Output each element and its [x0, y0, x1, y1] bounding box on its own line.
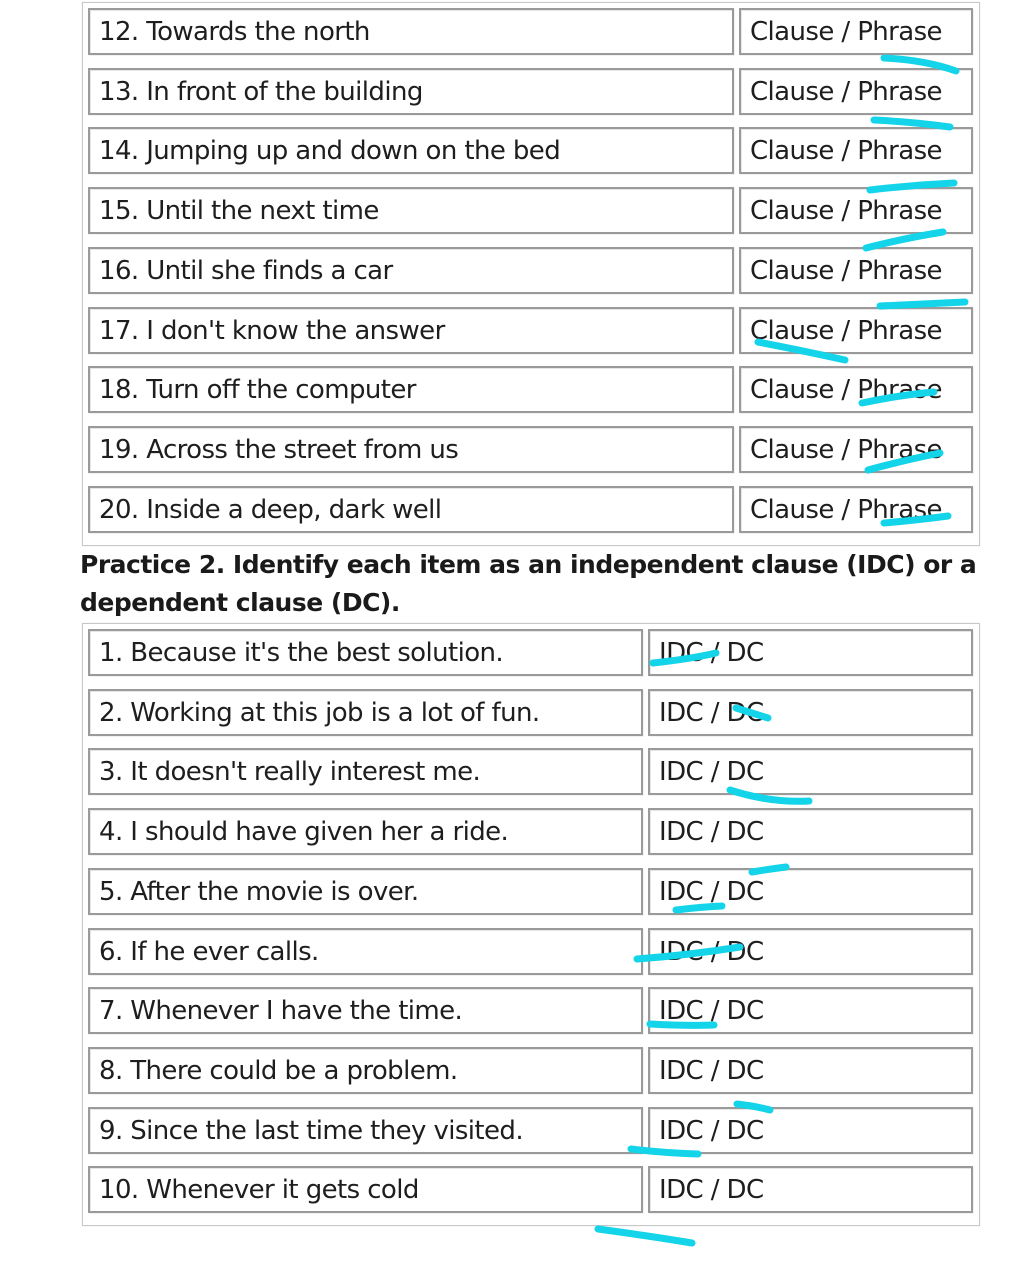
table-row [83, 182, 979, 242]
practice2-table [82, 623, 980, 1226]
item-cell: 3. It doesn't really interest me. [88, 748, 643, 795]
item-cell: 14. Jumping up and down on the bed [88, 127, 734, 174]
choice-cell: Clause / Phrase [739, 247, 973, 294]
item-cell: 2. Working at this job is a lot of fun. [88, 689, 643, 736]
choice-cell: Clause / Phrase [739, 68, 973, 115]
choice-cell: IDC / DC [648, 928, 973, 975]
item-cell: 20. Inside a deep, dark well [88, 486, 734, 533]
table-row [83, 122, 979, 182]
choice-cell: Clause / Phrase [739, 8, 973, 55]
table-row [83, 361, 979, 421]
table-row [83, 624, 979, 684]
choice-cell: Clause / Phrase [739, 187, 973, 234]
item-cell: 1. Because it's the best solution. [88, 629, 643, 676]
table-row [83, 684, 979, 744]
item-cell: 7. Whenever I have the time. [88, 987, 643, 1034]
item-cell: 4. I should have given her a ride. [88, 808, 643, 855]
item-cell: 19. Across the street from us [88, 426, 734, 473]
item-cell: 13. In front of the building [88, 68, 734, 115]
item-cell: 6. If he ever calls. [88, 928, 643, 975]
choice-cell: IDC / DC [648, 689, 973, 736]
choice-cell: IDC / DC [648, 1107, 973, 1154]
choice-cell: IDC / DC [648, 1166, 973, 1213]
item-cell: 18. Turn off the computer [88, 366, 734, 413]
table-row [83, 1161, 979, 1221]
choice-cell: Clause / Phrase [739, 486, 973, 533]
item-cell: 16. Until she finds a car [88, 247, 734, 294]
table-row [83, 242, 979, 302]
practice1-table [82, 2, 980, 546]
practice2-heading: Practice 2. Identify each item as an independent clause (IDC) or a dependent clause (DC). [80, 550, 977, 617]
choice-cell: IDC / DC [648, 808, 973, 855]
item-cell: 9. Since the last time they visited. [88, 1107, 643, 1154]
table-row [83, 3, 979, 63]
choice-cell: IDC / DC [648, 748, 973, 795]
choice-cell: IDC / DC [648, 1047, 973, 1094]
item-cell: 17. I don't know the answer [88, 307, 734, 354]
underline-mark [598, 1229, 692, 1243]
table-row [83, 1042, 979, 1102]
table-row [83, 302, 979, 362]
table-row [83, 923, 979, 983]
choice-cell: Clause / Phrase [739, 426, 973, 473]
choice-cell: IDC / DC [648, 868, 973, 915]
table-row [83, 1102, 979, 1162]
item-cell: 8. There could be a problem. [88, 1047, 643, 1094]
item-cell: 12. Towards the north [88, 8, 734, 55]
choice-cell: IDC / DC [648, 629, 973, 676]
table-row [83, 63, 979, 123]
item-cell: 10. Whenever it gets cold [88, 1166, 643, 1213]
table-row [83, 743, 979, 803]
table-row [83, 982, 979, 1042]
table-row [83, 803, 979, 863]
table-row [83, 421, 979, 481]
choice-cell: Clause / Phrase [739, 127, 973, 174]
item-cell: 15. Until the next time [88, 187, 734, 234]
choice-cell: Clause / Phrase [739, 307, 973, 354]
item-cell: 5. After the movie is over. [88, 868, 643, 915]
choice-cell: IDC / DC [648, 987, 973, 1034]
table-row [83, 481, 979, 541]
table-row [83, 863, 979, 923]
choice-cell: Clause / Phrase [739, 366, 973, 413]
